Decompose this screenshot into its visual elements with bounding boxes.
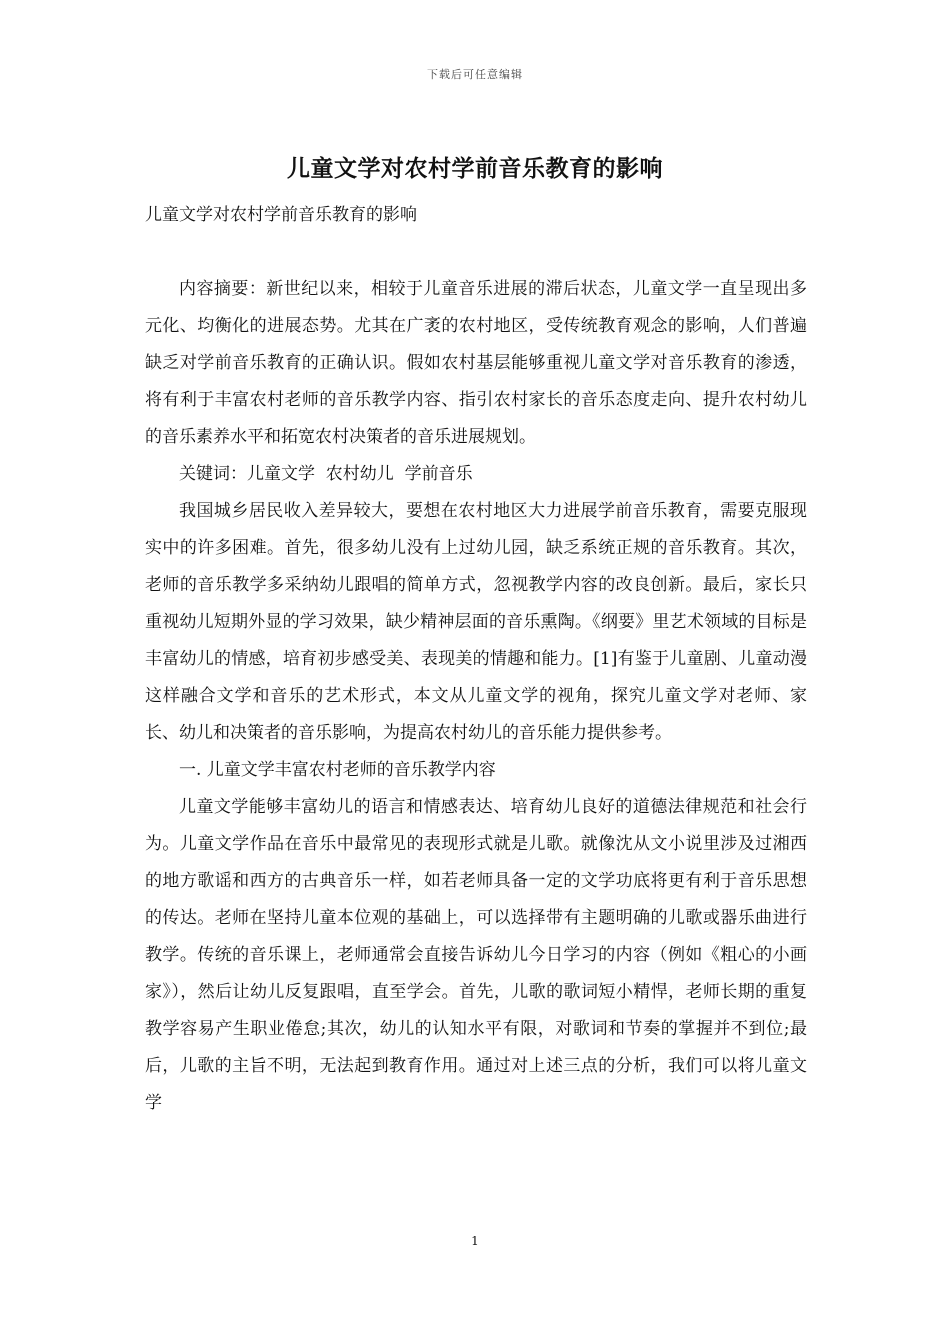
document-subtitle: 儿童文学对农村学前音乐教育的影响	[145, 205, 417, 225]
intro-paragraph: 我国城乡居民收入差异较大，要想在农村地区大力进展学前音乐教育，需要克服现实中的许多困难。首先，很多幼儿没有上过幼儿园，缺乏系统正规的音乐教育。其次，老师的音乐教学多采纳幼儿跟唱的简单方式，忽视教学内容的改良创新。最后，家长只重视幼儿短期外显的学习效果，缺少精神层面的音乐熏陶。《纲要》里艺术领域的目标是丰富幼儿的情感，培育初步感受美、表现美的情趣和能力。[1]有鉴于儿童剧、儿童动漫这样融合文学和音乐的艺术形式，本文从儿童文学的视角，探究儿童文学对老师、家长、幼儿和决策者的音乐影响，为提高农村幼儿的音乐能力提供参考。	[145, 501, 807, 743]
header-note: 下载后可任意编辑	[427, 68, 523, 81]
keywords-paragraph: 关键词：儿童文学 农村幼儿 学前音乐	[179, 464, 473, 484]
section-heading: 一. 儿童文学丰富农村老师的音乐教学内容	[179, 760, 496, 780]
abstract-paragraph: 内容摘要：新世纪以来，相较于儿童音乐进展的滞后状态，儿童文学一直呈现出多元化、均衡化的进展态势。尤其在广袤的农村地区，受传统教育观念的影响，人们普遍缺乏对学前音乐教育的正确认识。假如农村基层能够重视儿童文学对音乐教育的渗透，将有利于丰富农村老师的音乐教学内容、指引农村家长的音乐态度走向、提升农村幼儿的音乐素养水平和拓宽农村决策者的音乐进展规划。	[145, 279, 807, 447]
document-body	[145, 197, 807, 1122]
document-title: 儿童文学对农村学前音乐教育的影响	[287, 155, 663, 182]
section-paragraph: 儿童文学能够丰富幼儿的语言和情感表达、培育幼儿良好的道德法律规范和社会行为。儿童文学作品在音乐中最常见的表现形式就是儿歌。就像沈从文小说里涉及过湘西的地方歌谣和西方的古典音乐一样，如若老师具备一定的文学功底将更有利于音乐思想的传达。老师在坚持儿童本位观的基础上，可以选择带有主题明确的儿歌或器乐曲进行教学。传统的音乐课上，老师通常会直接告诉幼儿今日学习的内容（例如《粗心的小画家》），然后让幼儿反复跟唱，直至学会。首先，儿歌的歌词短小精悍，老师长期的重复教学容易产生职业倦怠;其次，幼儿的认知水平有限，对歌词和节奏的掌握并不到位;最后，儿歌的主旨不明，无法起到教育作用。通过对上述三点的分析，我们可以将儿童文学	[145, 797, 807, 1113]
page-number: 1	[471, 1234, 479, 1248]
